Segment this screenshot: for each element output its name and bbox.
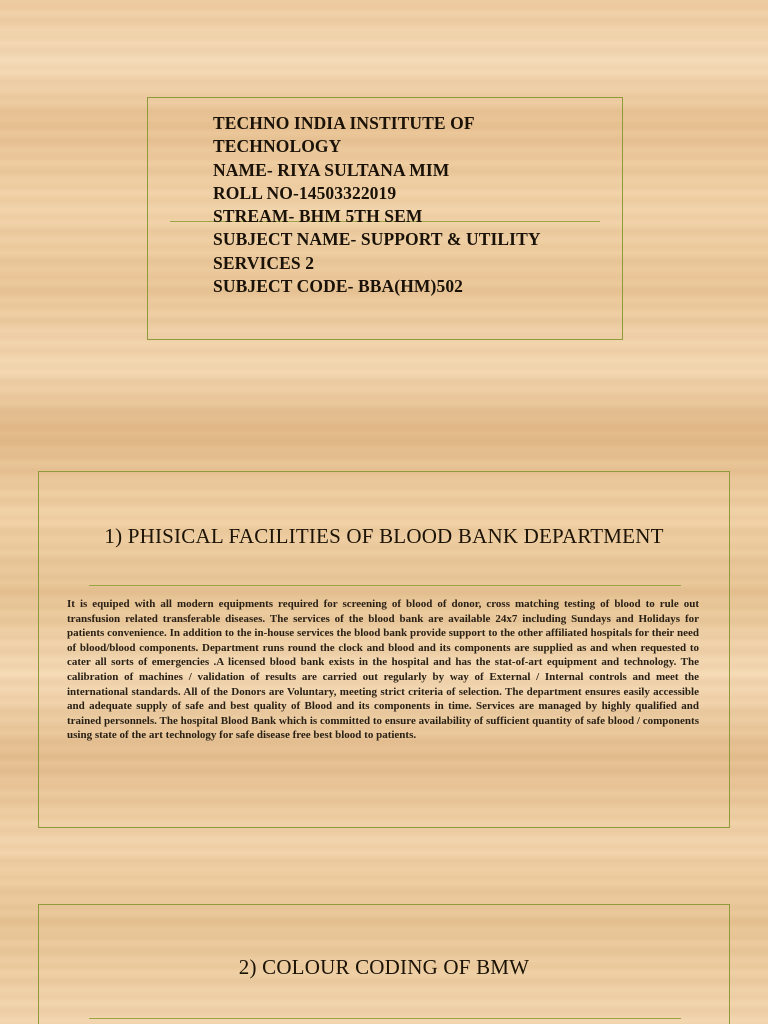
roll-number: ROLL NO-14503322019: [213, 182, 397, 203]
section-divider: [89, 585, 681, 586]
section-physical-facilities: [38, 471, 730, 828]
subject-name-line-1: SUBJECT NAME- SUPPORT & UTILITY: [213, 229, 541, 250]
section-heading: 1) PHISICAL FACILITIES OF BLOOD BANK DEPARTMENT: [104, 524, 664, 548]
subject-code: SUBJECT CODE- BBA(HM)502: [213, 276, 464, 297]
stream: STREAM- BHM 5TH SEM: [213, 206, 423, 227]
institute-name-line-1: TECHNO INDIA INSTITUTE OF: [213, 113, 475, 133]
institute-name-line-2: TECHNOLOGY: [213, 136, 342, 157]
section-colour-coding: [38, 904, 730, 1024]
title-text-block: [213, 112, 541, 298]
subject-name-line-2: SERVICES 2: [213, 252, 315, 273]
section-heading: 2) COLOUR CODING OF BMW: [238, 955, 530, 979]
section-body-text: It is equiped with all modern equipments required for screening of blood of donor, cross matching testing of blood to rule out transfusion related transferable diseases. The services of the blood bank are available 24x7 including Sundays and Holidays for patients convenience. In addition to the in-house services the blood bank provide support to the other affiliated hospitals for their need of blood/blood components. Department runs round the clock and blood and its components are supplied as and when requested to cater all sorts of emergencies .A licensed blood bank exists in the hospital and has the stat-of-art equipment and technology. The calibration of machines / validation of results are carried out regularly by way of External / Internal controls and meet the international standards. All of the Donors are Voluntary, meeting strict criteria of selection. The department ensures easily accessible and adequate supply of safe and best quality of Blood and its components in time. Services are managed by highly qualified and trained personnels. The hospital Blood Bank which is committed to ensure availability of sufficient quantity of safe blood / components using state of the art technology for safe disease free best blood to patients.: [67, 598, 699, 742]
student-name: NAME- RIYA SULTANA MIM: [213, 159, 450, 180]
section-divider: [89, 1018, 681, 1019]
